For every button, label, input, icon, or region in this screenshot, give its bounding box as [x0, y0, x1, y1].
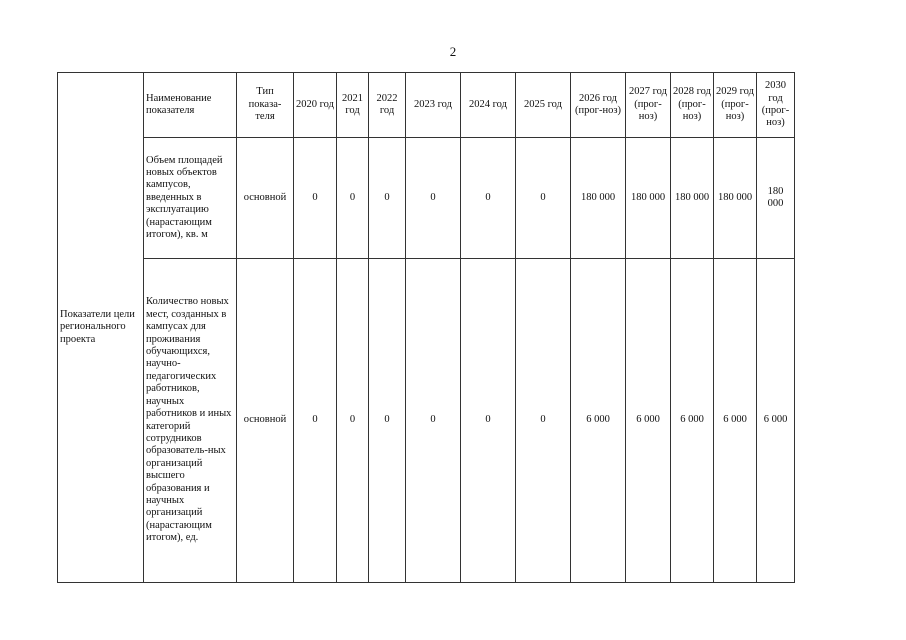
row-indicator-name: Объем площадей новых объектов кампусов, введенных в эксплуатацию (нарастающим итогом), кв. м: [144, 138, 237, 259]
header-year-2021: 2021 год: [337, 73, 369, 138]
group-label-cell: [58, 73, 144, 583]
value-cell: 6 000: [757, 259, 795, 583]
table-header-row: [58, 73, 795, 138]
indicators-table: [57, 72, 795, 583]
value-cell: 0: [516, 138, 571, 259]
value-cell: 6 000: [671, 259, 714, 583]
header-year-2027: 2027 год (прог-ноз): [626, 73, 671, 138]
page-number: 2: [449, 44, 457, 59]
value-cell: 0: [369, 259, 406, 583]
value-cell: 0: [294, 259, 337, 583]
header-year-2023: 2023 год: [406, 73, 461, 138]
value-cell: 0: [516, 259, 571, 583]
header-year-2020: 2020 год: [294, 73, 337, 138]
value-cell: 0: [461, 259, 516, 583]
value-cell: 180 000: [757, 138, 795, 259]
value-cell: 180 000: [671, 138, 714, 259]
row-indicator-type: основной: [237, 138, 294, 259]
value-cell: 6 000: [571, 259, 626, 583]
value-cell: 6 000: [626, 259, 671, 583]
value-cell: 0: [337, 259, 369, 583]
table-row: [58, 138, 795, 259]
value-cell: 6 000: [714, 259, 757, 583]
value-cell: 0: [337, 138, 369, 259]
header-year-2024: 2024 год: [461, 73, 516, 138]
table-row: [58, 259, 795, 583]
header-year-2026: 2026 год (прог-ноз): [571, 73, 626, 138]
row-indicator-type: основной: [237, 259, 294, 583]
value-cell: 0: [369, 138, 406, 259]
value-cell: 0: [461, 138, 516, 259]
header-year-2028: 2028 год (прог-ноз): [671, 73, 714, 138]
header-year-2022: 2022 год: [369, 73, 406, 138]
group-label: Показатели цели регионального проекта: [60, 308, 135, 345]
value-cell: 180 000: [714, 138, 757, 259]
value-cell: 180 000: [571, 138, 626, 259]
value-cell: 0: [294, 138, 337, 259]
header-year-2029: 2029 год (прог-ноз): [714, 73, 757, 138]
header-indicator-type: Тип показа-теля: [237, 73, 294, 138]
header-year-2025: 2025 год: [516, 73, 571, 138]
row-indicator-name: Количество новых мест, созданных в кампусах для проживания обучающихся, научно-педагогических работников, научных работников и иных категорий сотрудников образователь-ных организаций высшего образования и научных организаций (нарастающим итогом), ед.: [144, 259, 237, 583]
value-cell: 0: [406, 138, 461, 259]
header-indicator-name: Наименование показателя: [144, 73, 237, 138]
value-cell: 0: [406, 259, 461, 583]
value-cell: 180 000: [626, 138, 671, 259]
header-year-2030: 2030 год (прог-ноз): [757, 73, 795, 138]
